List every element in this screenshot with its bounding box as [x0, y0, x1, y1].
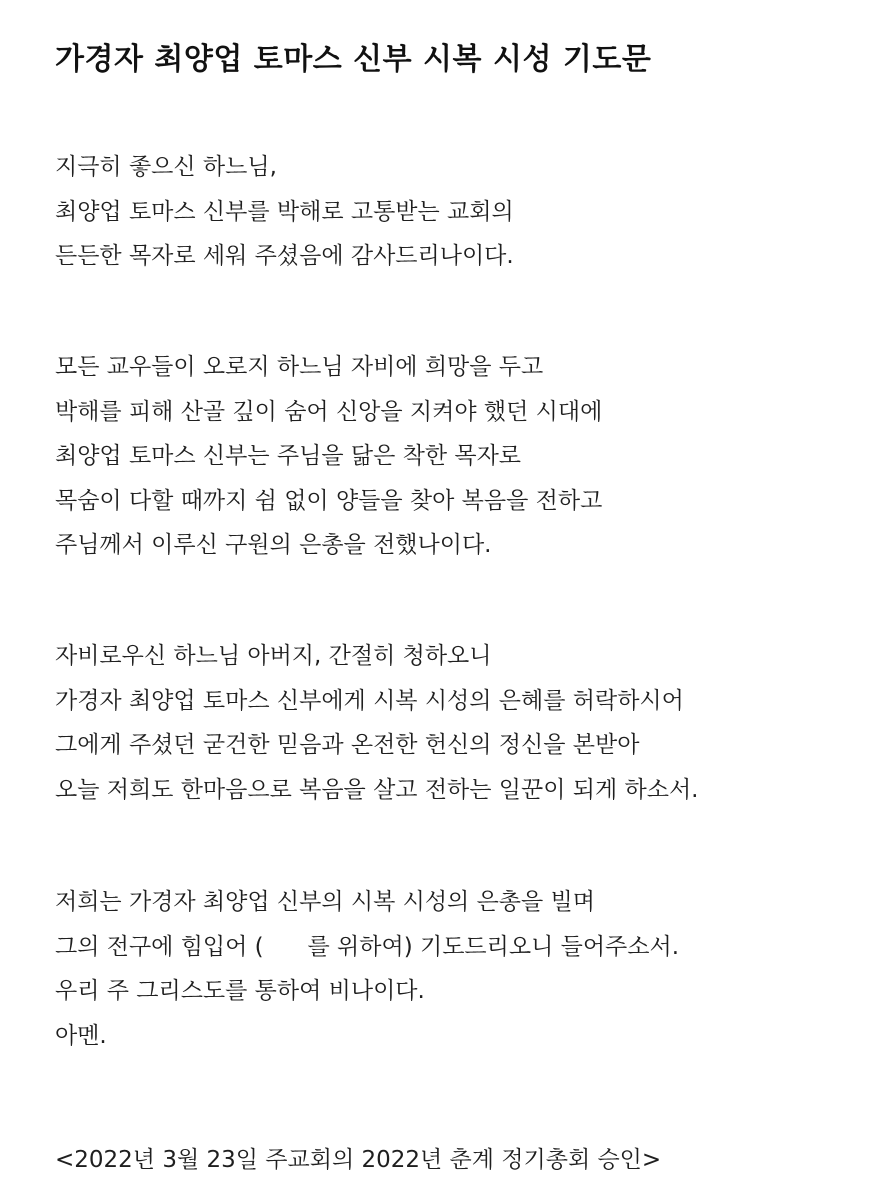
prayer-line: 그의 전구에 힘입어 ( 를 위하여) 기도드리오니 들어주소서.	[55, 933, 680, 960]
prayer-line: 오늘 저희도 한마음으로 복음을 살고 전하는 일꾼이 되게 하소서.	[55, 776, 699, 803]
prayer-line: 주님께서 이루신 구원의 은총을 전했나이다.	[55, 532, 492, 558]
prayer-line: 그에게 주셨던 굳건한 믿음과 온전한 헌신의 정신을 본받아	[55, 732, 640, 758]
prayer-line: 지극히 좋으신 하느님,	[55, 154, 277, 180]
prayer-line: 최양업 토마스 신부를 박해로 고통받는 교회의	[55, 198, 514, 225]
stanza-4	[55, 880, 679, 1058]
stanza-2	[55, 345, 602, 568]
prayer-line: 모든 교우들이 오로지 하느님 자비에 희망을 두고	[55, 354, 544, 380]
prayer-title: 가경자 최양업 토마스 신부 시복 시성 기도문	[55, 42, 652, 77]
prayer-line: 최양업 토마스 신부는 주님을 닮은 착한 목자로	[55, 443, 522, 469]
prayer-line: 아멘.	[55, 1022, 107, 1049]
prayer-line: 우리 주 그리스도를 통하여 비나이다.	[55, 978, 425, 1004]
prayer-line: 박해를 피해 산골 깊이 숨어 신앙을 지켜야 했던 시대에	[55, 398, 603, 425]
prayer-line: 든든한 목자로 세워 주셨음에 감사드리나이다.	[55, 243, 514, 269]
prayer-line: 자비로우신 하느님 아버지, 간절히 청하오니	[55, 643, 492, 669]
prayer-line: 목숨이 다할 때까지 쉼 없이 양들을 찾아 복음을 전하고	[55, 487, 603, 514]
stanza-3	[55, 634, 698, 812]
stanza-1	[55, 145, 514, 279]
prayer-line: 저희는 가경자 최양업 신부의 시복 시성의 은총을 빌며	[55, 889, 595, 915]
approval-note: <2022년 3월 23일 주교회의 2022년 춘계 정기총회 승인>	[55, 1147, 662, 1173]
prayer-line: 가경자 최양업 토마스 신부에게 시복 시성의 은혜를 허락하시어	[55, 687, 684, 714]
